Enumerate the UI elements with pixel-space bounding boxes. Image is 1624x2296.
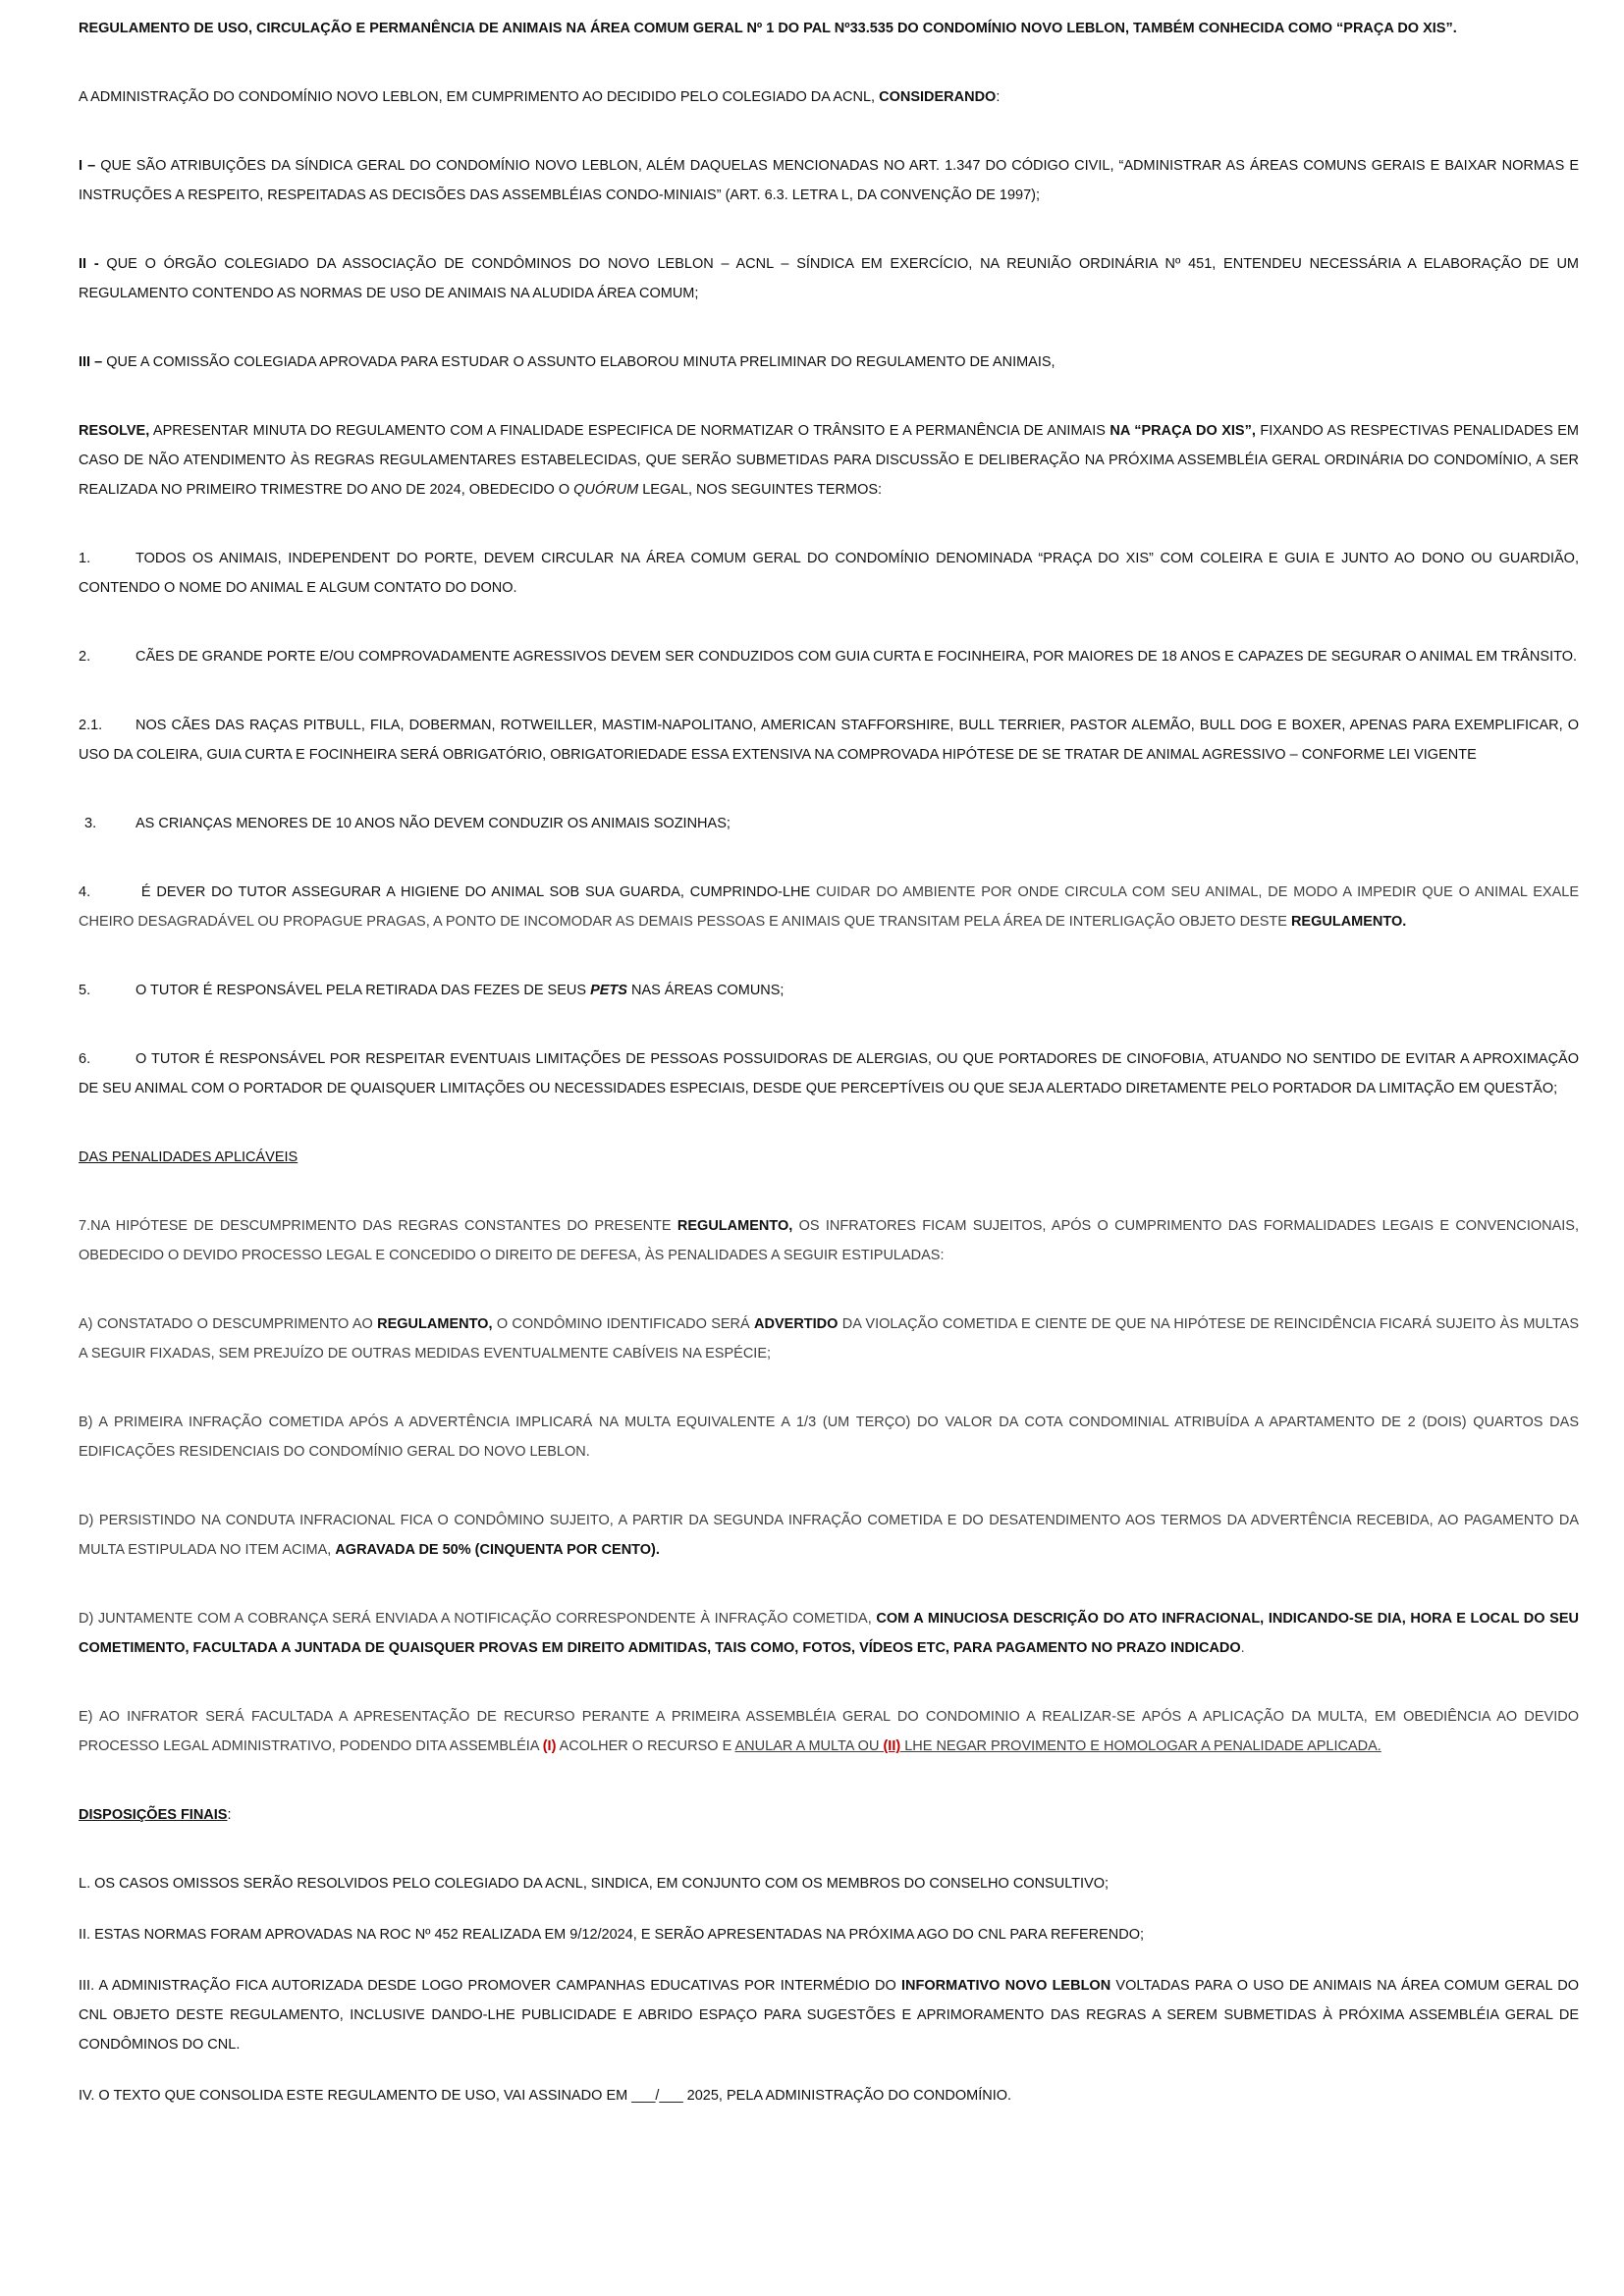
rule-text: O TUTOR É RESPONSÁVEL PELA RETIRADA DAS FEZES DE SEUS (135, 983, 591, 998)
considerando-ii (79, 249, 1579, 308)
rule-text: CÃES DE GRANDE PORTE E/OU COMPROVADAMENTE AGRESSIVOS DEVEM SER CONDUZIDOS COM GUIA CURTA E FOCINHEIRA, POR MAIORES DE 18 ANOS E CAPAZES DE SEGURAR O ANIMAL EM TRÂNSITO. (135, 649, 1577, 665)
penalty-text: 7.NA HIPÓTESE DE DESCUMPRIMENTO DAS REGRAS CONSTANTES DO PRESENTE (79, 1218, 677, 1234)
penalty-text: O CONDÔMINO IDENTIFICADO SERÁ (492, 1316, 755, 1332)
penalty-text: D) PERSISTINDO NA CONDUTA INFRACIONAL FICA O CONDÔMINO SUJEITO, A PARTIR DA SEGUNDA INFRAÇÃO COMETIDA E DO DESATENDIMENTO AOS TERMOS DA ADVERTÊNCIA RECEBIDA, AO PAGAMENTO DA MULTA ESTIPULADA NO ITEM ACIMA, (79, 1513, 1579, 1558)
praca-do-xis: NA “PRAÇA DO XIS”, (1110, 423, 1256, 439)
rule-number: 6. (79, 1051, 91, 1067)
option-i-marker: (I) (542, 1738, 557, 1754)
document-title: REGULAMENTO DE USO, CIRCULAÇÃO E PERMANÊNCIA DE ANIMAIS NA ÁREA COMUM GERAL Nº 1 DO PAL Nº33.535 DO CONDOMÍNIO NOVO LEBLON, TAMBÉM CONHECIDA COMO “PRAÇA DO XIS”. (79, 21, 1457, 36)
intro-text: A ADMINISTRAÇÃO DO CONDOMÍNIO NOVO LEBLON, EM CUMPRIMENTO AO DECIDIDO PELO COLEGIADO DA ACNL, (79, 89, 880, 105)
rule-text: É DEVER DO TUTOR ASSEGURAR A HIGIENE DO ANIMAL SOB SUA GUARDA, CUMPRINDO-LHE (135, 884, 817, 900)
final-heading-line (79, 1800, 1579, 1830)
resolve-label: RESOLVE, (79, 423, 150, 439)
penalty-7 (79, 1211, 1579, 1270)
considerando-text: QUE SÃO ATRIBUIÇÕES DA SÍNDICA GERAL DO CONDOMÍNIO NOVO LEBLON, ALÉM DAQUELAS MENCIONADAS NO ART. 1.347 DO CÓDIGO CIVIL, “ADMINISTRAR AS ÁREAS COMUNS GERAIS E BAIXAR NORMAS E INSTRUÇÕES A RESPEITO, RESPEITADAS AS DECISÕES DAS ASSEMBLÉIAS CONDO-MINIAIS” (ART. 6.3. LETRA L, DA CONVENÇÃO DE 1997); (79, 158, 1579, 203)
rule-3 (79, 809, 1579, 838)
resolve-text: APRESENTAR MINUTA DO REGULAMENTO COM A FINALIDADE ESPECIFICA DE NORMATIZAR O TRÂNSITO E A PERMANÊNCIA DE ANIMAIS (149, 423, 1110, 439)
final-text: III. A ADMINISTRAÇÃO FICA AUTORIZADA DESDE LOGO PROMOVER CAMPANHAS EDUCATIVAS POR INTERMÉDIO DO (79, 1978, 901, 1994)
rule-text: TODOS OS ANIMAIS, INDEPENDENT DO PORTE, DEVEM CIRCULAR NA ÁREA COMUM GERAL DO CONDOMÍNIO DENOMINADA “PRAÇA DO XIS” COM COLEIRA E GUIA E JUNTO AO DONO OU GUARDIÃO, CONTENDO O NOME DO ANIMAL E ALGUM CONTATO DO DONO. (79, 551, 1579, 596)
considerando-text: QUE A COMISSÃO COLEGIADA APROVADA PARA ESTUDAR O ASSUNTO ELABOROU MINUTA PRELIMINAR DO REGULAMENTO DE ANIMAIS, (102, 354, 1056, 370)
considerando-iii (79, 347, 1579, 377)
final-provision-2: II. ESTAS NORMAS FORAM APROVADAS NA ROC Nº 452 REALIZADA EM 9/12/2024, E SERÃO APRESENTADAS NA PRÓXIMA AGO DO CNL PARA REFERENDO; (79, 1927, 1145, 1943)
informativo-bold: INFORMATIVO NOVO LEBLON (901, 1978, 1111, 1994)
rule-5 (79, 976, 1579, 1005)
penalty-text: D) JUNTAMENTE COM A COBRANÇA SERÁ ENVIADA A NOTIFICAÇÃO CORRESPONDENTE À INFRAÇÃO COMETIDA, (79, 1611, 877, 1627)
penalty-d-aggravated (79, 1506, 1579, 1565)
deny-appeal-text: LHE NEGAR PROVIMENTO E HOMOLOGAR A PENALIDADE APLICADA. (900, 1738, 1381, 1754)
considerando-label: III – (79, 354, 103, 370)
rule-text: O TUTOR É RESPONSÁVEL POR RESPEITAR EVENTUAIS LIMITAÇÕES DE PESSOAS POSSUIDORAS DE ALERGIAS, OU QUE PORTADORES DE CINOFOBIA, ATUANDO NO SENTIDO DE EVITAR A APROXIMAÇÃO DE SEU ANIMAL COM O PORTADOR DE QUAISQUER LIMITAÇÕES OU NECESSIDADES ESPECIAIS, DESDE QUE PERCEPTÍVEIS OU QUE SEJA ALERTADO DIRETAMENTE PELO PORTADOR DA LIMITAÇÃO EM QUESTÃO; (79, 1051, 1579, 1096)
considerando-label: II - (79, 256, 99, 272)
annul-fine-text: ANULAR A MULTA OU (734, 1738, 884, 1754)
advertido-bold: ADVERTIDO (754, 1316, 839, 1332)
penalty-text: A) CONSTATADO O DESCUMPRIMENTO AO (79, 1316, 378, 1332)
penalty-text: ACOLHER O RECURSO E (556, 1738, 735, 1754)
rule-number: 5. (79, 983, 91, 998)
penalty-e (79, 1702, 1579, 1761)
final-provision-1: L. OS CASOS OMISSOS SERÃO RESOLVIDOS PELO COLEGIADO DA ACNL, SINDICA, EM CONJUNTO COM OS MEMBROS DO CONSELHO CONSULTIVO; (79, 1876, 1110, 1892)
rule-number: 2. (79, 649, 91, 665)
intro-paragraph (79, 82, 1579, 112)
final-heading: DISPOSIÇÕES FINAIS (79, 1807, 228, 1823)
resolve-text: FIXANDO AS RESPECTIVAS PENALIDADES EM CASO DE NÃO ATENDIMENTO ÀS REGRAS REGULAMENTARES ESTABELECIDAS, QUE SERÃO SUBMETIDAS PARA DISCUSSÃO E DELIBERAÇÃO NA PRÓXIMA ASSEMBLÉIA GERAL ORDINÁRIA DO CONDOMÍNIO, A SER REALIZADA NO PRIMEIRO TRIMESTRE DO ANO DE 2024, OBEDECIDO O (79, 423, 1579, 498)
rule-text-continued: CUIDAR DO AMBIENTE POR ONDE CIRCULA COM SEU ANIMAL, DE MODO A IMPEDIR QUE O ANIMAL EXALE CHEIRO DESAGRADÁVEL OU PROPAGUE PRAGAS, A PONTO DE INCOMODAR AS DEMAIS PESSOAS E ANIMAIS QUE TRANSITAM PELA ÁREA DE INTERLIGAÇÃO OBJETO DESTE (79, 884, 1579, 930)
considerando-i (79, 151, 1579, 210)
penalty-text: OS INFRATORES FICAM SUJEITOS, APÓS O CUMPRIMENTO DAS FORMALIDADES LEGAIS E CONVENCIONAIS, OBEDECIDO O DEVIDO PROCESSO LEGAL E CONCEDIDO O DIREITO DE DEFESA, ÀS PENALIDADES A SEGUIR ESTIPULADAS: (79, 1218, 1580, 1263)
rule-4 (79, 878, 1579, 936)
final-provision-3 (79, 1971, 1579, 2059)
intro-considerando: CONSIDERANDO (879, 89, 997, 105)
intro-end: : (996, 89, 1001, 105)
rule-2-1 (79, 711, 1579, 770)
notification-bold: COM A MINUCIOSA DESCRIÇÃO DO ATO INFRACIONAL, INDICANDO-SE DIA, HORA E LOCAL DO SEU COMETIMENTO, FACULTADA A JUNTADA DE QUAISQUER PROVAS EM DIREITO ADMITIDAS, TAIS COMO, FOTOS, VÍDEOS ETC, PARA PAGAMENTO NO PRAZO INDICADO (79, 1611, 1579, 1656)
rule-number: 3. (84, 816, 97, 831)
rule-text-end: NAS ÁREAS COMUNS; (626, 983, 785, 998)
document-page (79, 14, 1579, 2110)
option-ii-marker: (II) (883, 1738, 901, 1754)
aggravated-bold: AGRAVADA DE 50% (CINQUENTA POR CENTO). (335, 1542, 660, 1558)
quorum: QUÓRUM (573, 482, 639, 498)
resolve-text: LEGAL, NOS SEGUINTES TERMOS: (638, 482, 883, 498)
penalty-d-notification (79, 1604, 1579, 1663)
resolve-paragraph (79, 416, 1579, 505)
final-heading-colon: : (227, 1807, 232, 1823)
considerando-text: QUE O ÓRGÃO COLEGIADO DA ASSOCIAÇÃO DE CONDÔMINOS DO NOVO LEBLON – ACNL – SÍNDICA EM EXERCÍCIO, NA REUNIÃO ORDINÁRIA Nº 451, ENTENDEU NECESSÁRIA A ELABORAÇÃO DE UM REGULAMENTO CONTENDO AS NORMAS DE USO DE ANIMAIS NA ALUDIDA ÁREA COMUM; (79, 256, 1579, 301)
regulamento-bold: REGULAMENTO, (377, 1316, 493, 1332)
rule-2 (79, 642, 1579, 671)
rule-number: 4. (79, 884, 91, 900)
penalty-b: B) A PRIMEIRA INFRAÇÃO COMETIDA APÓS A ADVERTÊNCIA IMPLICARÁ NA MULTA EQUIVALENTE A 1/3 (UM TERÇO) DO VALOR DA COTA CONDOMINIAL ATRIBUÍDA A APARTAMENTO DE 2 (DOIS) QUARTOS DAS EDIFICAÇÕES RESIDENCIAIS DO CONDOMÍNIO GERAL DO NOVO LEBLON. (79, 1415, 1579, 1460)
rule-text: AS CRIANÇAS MENORES DE 10 ANOS NÃO DEVEM CONDUZIR OS ANIMAIS SOZINHAS; (135, 816, 731, 831)
final-text: VOLTADAS PARA O USO DE ANIMAIS NA ÁREA COMUM GERAL DO CNL OBJETO DESTE REGULAMENTO, INCLUSIVE DANDO-LHE PUBLICIDADE E ABRIDO ESPAÇO PARA SUGESTÕES E APRIMORAMENTO DAS REGRAS A SEREM SUBMETIDAS À PRÓXIMA ASSEMBLÉIA GERAL DE CONDÔMINOS DO CNL. (79, 1978, 1579, 2053)
pets-word: PETS (590, 983, 627, 998)
rule-number: 1. (79, 551, 91, 566)
rule-6 (79, 1044, 1579, 1103)
penalty-a (79, 1309, 1579, 1368)
regulamento-bold: REGULAMENTO. (1290, 914, 1407, 930)
regulamento-bold: REGULAMENTO, (677, 1218, 793, 1234)
rule-number: 2.1. (79, 718, 103, 733)
penalty-text: DA VIOLAÇÃO COMETIDA E CIENTE DE QUE NA HIPÓTESE DE REINCIDÊNCIA FICARÁ SUJEITO ÀS MULTAS A SEGUIR FIXADAS, SEM PREJUÍZO DE OUTRAS MEDIDAS EVENTUALMENTE CABÍVEIS NA ESPÉCIE; (79, 1316, 1580, 1362)
penalty-end: . (1240, 1640, 1245, 1656)
rule-1 (79, 544, 1579, 603)
penalty-text: E) AO INFRATOR SERÁ FACULTADA A APRESENTAÇÃO DE RECURSO PERANTE A PRIMEIRA ASSEMBLÉIA GERAL DO CONDOMINIO A REALIZAR-SE APÓS A APLICAÇÃO DA MULTA, EM OBEDIÊNCIA AO DEVIDO PROCESSO LEGAL ADMINISTRATIVO, PODENDO DITA ASSEMBLÉIA (79, 1709, 1579, 1754)
rule-text: NOS CÃES DAS RAÇAS PITBULL, FILA, DOBERMAN, ROTWEILLER, MASTIM-NAPOLITANO, AMERICAN STAFFORSHIRE, BULL TERRIER, PASTOR ALEMÃO, BULL DOG E BOXER, APENAS PARA EXEMPLIFICAR, O USO DA COLEIRA, GUIA CURTA E FOCINHEIRA SERÁ OBRIGATÓRIO, OBRIGATORIEDADE ESSA EXTENSIVA NA COMPROVADA HIPÓTESE DE SE TRATAR DE ANIMAL AGRESSIVO – CONFORME LEI VIGENTE (79, 718, 1579, 763)
final-provision-4: IV. O TEXTO QUE CONSOLIDA ESTE REGULAMENTO DE USO, VAI ASSINADO EM ___/___ 2025, PELA ADMINISTRAÇÃO DO CONDOMÍNIO. (79, 2088, 1012, 2104)
considerando-label: I – (79, 158, 96, 174)
penalties-heading: DAS PENALIDADES APLICÁVEIS (79, 1149, 298, 1165)
